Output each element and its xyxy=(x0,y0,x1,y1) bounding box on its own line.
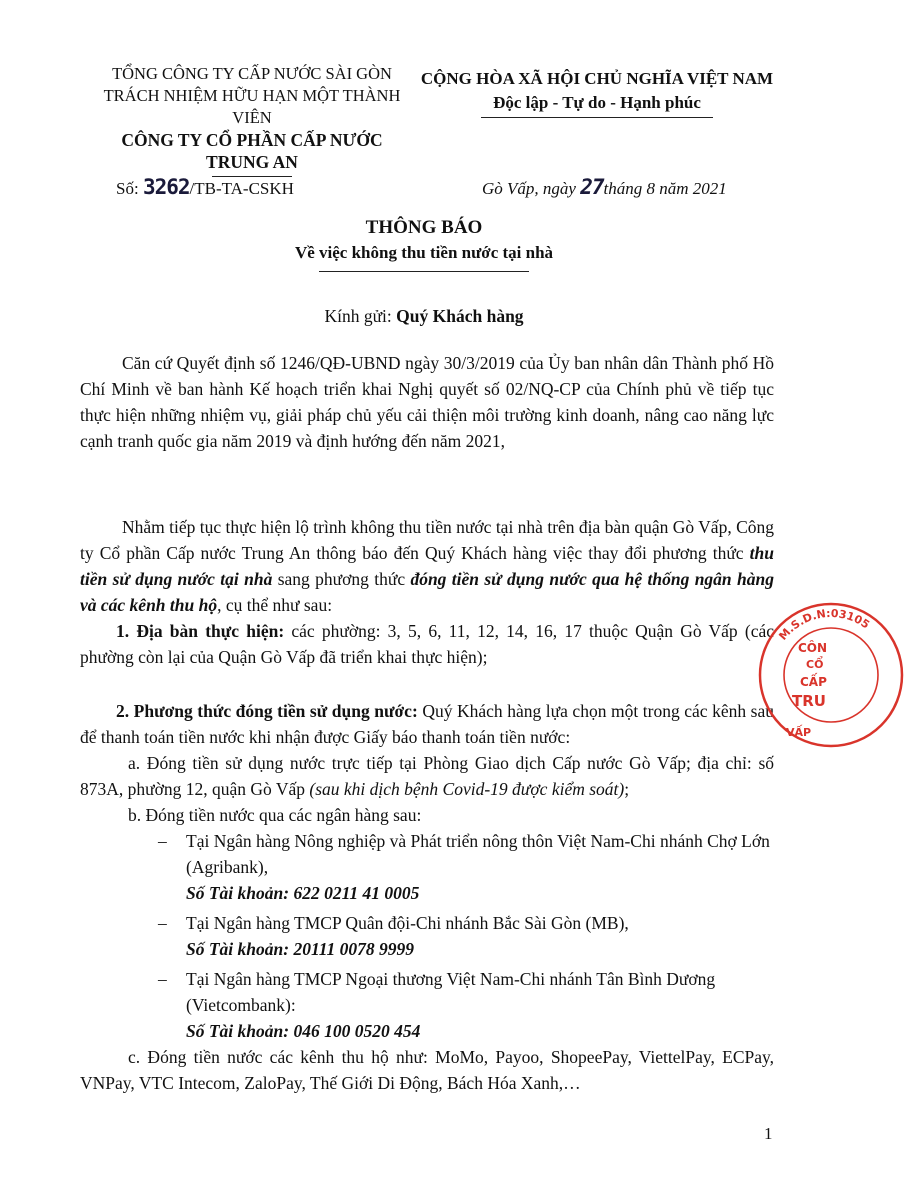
paragraph2-emphasis-1: thu tiền sử dụng nước tại nhà xyxy=(80,543,774,589)
greeting xyxy=(0,306,848,327)
sub-a-end: ; xyxy=(624,779,630,799)
item-area xyxy=(80,618,774,670)
bank-name: Tại Ngân hàng Nông nghiệp và Phát triển nông thôn Việt Nam-Chi nhánh Chợ Lớn (Agribank), xyxy=(186,831,770,877)
company-seal-stamp xyxy=(756,600,906,750)
document-number-value: 3262 xyxy=(142,175,190,199)
bank-account: Số Tài khoản: 622 0211 41 0005 xyxy=(186,883,420,903)
greeting-recipient: Quý Khách hàng xyxy=(396,306,524,326)
bank-dash: – xyxy=(158,913,167,933)
paragraph2-part2: sang phương thức xyxy=(272,569,411,589)
paragraph2-emphasis-2: đóng tiền sử dụng nước qua hệ thống ngân hàng và các kênh thu hộ xyxy=(80,569,774,615)
item2-label: 2. Phương thức đóng tiền sử dụng nước: xyxy=(116,701,418,721)
national-header xyxy=(418,67,776,118)
document-subject: Về việc không thu tiền nước tại nhà xyxy=(294,243,554,262)
issuer-line-2: TRÁCH NHIỆM HỮU HẠN MỘT THÀNH VIÊN xyxy=(103,86,401,127)
sub-a-text: a. Đóng tiền sử dụng nước trực tiếp tại Phòng Giao dịch Cấp nước Gò Vấp; địa chỉ: số 873A, phường 12, quận Gò Vấp xyxy=(80,753,774,799)
seal-line-1: CÔN xyxy=(798,641,828,655)
national-title: CỘNG HÒA XÃ HỘI CHỦ NGHĨA VIỆT NAM xyxy=(420,69,774,88)
paragraph-announcement xyxy=(80,514,774,618)
bank-account: Số Tài khoản: 046 100 0520 454 xyxy=(186,1021,421,1041)
seal-bottom-text: VẤP xyxy=(786,726,812,739)
document-title: THÔNG BÁO xyxy=(365,217,483,238)
title-underline xyxy=(319,271,529,272)
bank-name: Tại Ngân hàng TMCP Quân đội-Chi nhánh Bắc Sài Gòn (MB), xyxy=(186,913,629,933)
issuer-line-3: CÔNG TY CỔ PHẦN CẤP NƯỚC xyxy=(121,130,383,150)
date-day: 27 xyxy=(580,175,604,199)
seal-ring-text: M.S.D.N:03105 xyxy=(776,606,872,643)
paragraph2-part1: Nhằm tiếp tục thực hiện lộ trình không thu tiền nước tại nhà trên địa bàn quận Gò Vấp, Công ty Cổ phần Cấp nước Trung An thông báo đến Quý Khách hàng việc thay đổi phương thức xyxy=(80,517,774,563)
date-suffix: tháng 8 năm 2021 xyxy=(603,179,727,198)
document-number-prefix: Số: xyxy=(116,179,143,198)
motto-underline xyxy=(481,117,713,118)
bank-dash: – xyxy=(158,969,167,989)
bank-account: Số Tài khoản: 20111 0078 9999 xyxy=(186,939,415,959)
seal-line-3: CẤP xyxy=(800,675,827,689)
bank-item-mb xyxy=(158,910,778,962)
document-date xyxy=(482,175,727,199)
seal-line-2: CỔ xyxy=(806,658,824,671)
sub-item-b: b. Đóng tiền nước qua các ngân hàng sau: xyxy=(128,805,422,825)
issuer-header xyxy=(88,63,416,177)
greeting-prefix: Kính gửi: xyxy=(324,306,397,326)
national-motto: Độc lập - Tự do - Hạnh phúc xyxy=(493,93,701,112)
document-title-block xyxy=(0,215,848,272)
item-payment-method xyxy=(80,698,774,750)
paragraph-legal-basis: Căn cứ Quyết định số 1246/QĐ-UBND ngày 30/3/2019 của Ủy ban nhân dân Thành phố Hồ Chí Minh về ban hành Kế hoạch triển khai Nghị quyết số 02/NQ-CP của Chính phủ về tiếp tục thực hiện những nhiệm vụ, giải pháp chủ yếu cải thiện môi trường kinh doanh, nâng cao năng lực cạnh tranh quốc gia năm 2019 và định hướng đến năm 2021, xyxy=(80,353,774,451)
page-number: 1 xyxy=(764,1124,773,1143)
date-prefix: Gò Vấp, ngày xyxy=(482,179,581,198)
item1-text: các phường: 3, 5, 6, 11, 12, 14, 16, 17 thuộc Quận Gò Vấp (các phường còn lại của Quận Gò Vấp đã triển khai thực hiện); xyxy=(80,621,775,667)
issuer-line-1: TỔNG CÔNG TY CẤP NƯỚC SÀI GÒN xyxy=(112,64,392,83)
item2-text: Quý Khách hàng lựa chọn một trong các kênh sau để thanh toán tiền nước khi nhận được Giấy báo thanh toán tiền nước: xyxy=(80,701,774,747)
sub-item-a xyxy=(80,750,774,802)
document-number xyxy=(116,175,294,199)
bank-item-vietcombank xyxy=(158,966,778,1044)
item1-label: 1. Địa bàn thực hiện: xyxy=(116,621,285,641)
sub-item-c: c. Đóng tiền nước các kênh thu hộ như: MoMo, Payoo, ShopeePay, ViettelPay, ECPay, VNPay, VTC Intecom, ZaloPay, Thế Giới Di Động, Bách Hóa Xanh,… xyxy=(80,1047,774,1093)
bank-dash: – xyxy=(158,831,167,851)
bank-name: Tại Ngân hàng TMCP Ngoại thương Việt Nam-Chi nhánh Tân Bình Dương (Vietcombank): xyxy=(186,969,716,1015)
document-number-suffix: /TB-TA-CSKH xyxy=(189,179,294,198)
paragraph2-part3: , cụ thể như sau: xyxy=(217,595,333,615)
seal-line-4: TRU xyxy=(792,692,826,710)
issuer-line-4: TRUNG AN xyxy=(206,152,298,172)
seal-outer-ring xyxy=(760,604,902,746)
bank-item-agribank xyxy=(158,828,778,906)
sub-a-note: (sau khi dịch bệnh Covid-19 được kiểm soát) xyxy=(309,779,625,799)
